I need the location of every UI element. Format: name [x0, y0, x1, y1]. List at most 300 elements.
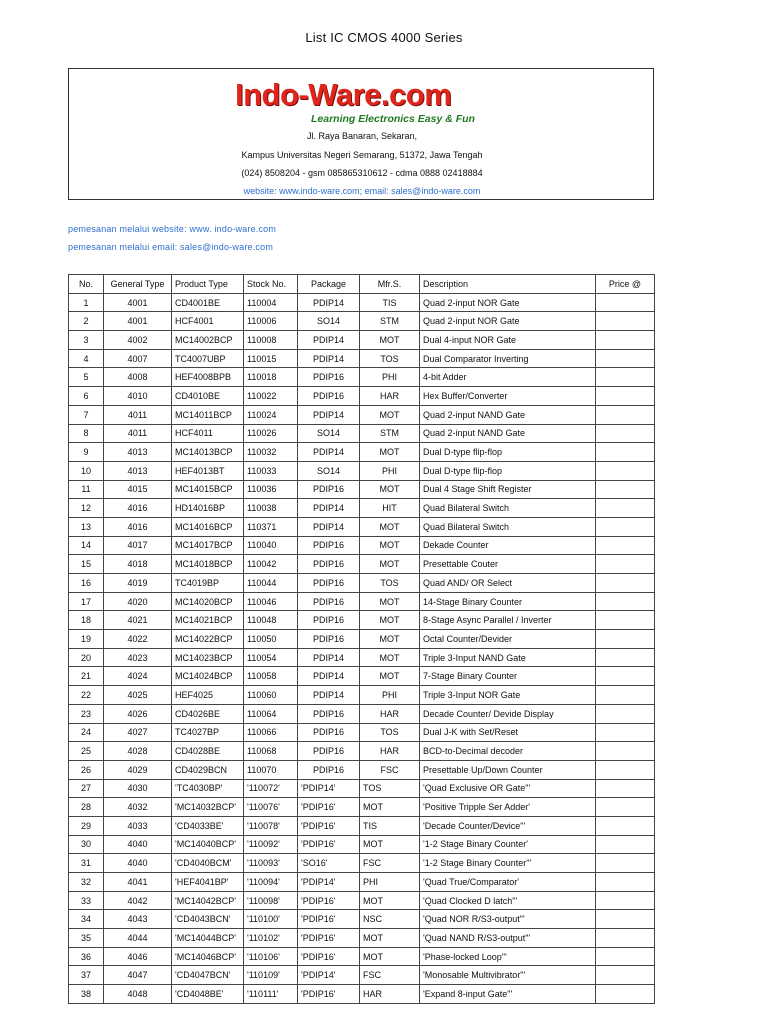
cell-mfr: MOT [360, 648, 420, 667]
cell-mfr: HIT [360, 499, 420, 518]
cell-general-type: 4008 [104, 368, 172, 387]
cell-description: Presettable Up/Down Counter [420, 760, 596, 779]
cell-stock-no: 110008 [244, 331, 298, 350]
table-row [69, 760, 655, 779]
cell-product-type: HEF4025 [172, 686, 244, 705]
cell-product-type: CD4026BE [172, 704, 244, 723]
cell-price [596, 985, 655, 1004]
cell-price [596, 966, 655, 985]
cell-general-type: 4007 [104, 349, 172, 368]
cell-package: 'SO16' [298, 854, 360, 873]
cell-general-type: 4023 [104, 648, 172, 667]
cell-price [596, 816, 655, 835]
col-header-mfr: Mfr.S. [360, 275, 420, 294]
cell-product-type: MC14024BCP [172, 667, 244, 686]
table-row [69, 854, 655, 873]
cell-description: 'Quad NOR R/S3-output"' [420, 910, 596, 929]
cell-product-type: MC14016BCP [172, 517, 244, 536]
cell-package: 'PDIP16' [298, 985, 360, 1004]
cell-package: PDIP16 [298, 368, 360, 387]
cell-stock-no: 110044 [244, 574, 298, 593]
table-row [69, 592, 655, 611]
brand-logo [235, 77, 495, 129]
address-phone: (024) 8508204 - gsm 085865310612 - cdma 0888 02418884 [241, 168, 483, 178]
cell-description: Quad Bilateral Switch [420, 517, 596, 536]
cell-no: 9 [69, 443, 104, 462]
table-row [69, 667, 655, 686]
cell-general-type: 4040 [104, 854, 172, 873]
cell-no: 15 [69, 555, 104, 574]
cell-no: 30 [69, 835, 104, 854]
cell-no: 20 [69, 648, 104, 667]
cell-general-type: 4041 [104, 873, 172, 892]
cell-general-type: 4001 [104, 312, 172, 331]
cell-price [596, 312, 655, 331]
cell-stock-no: '110111' [244, 985, 298, 1004]
cell-stock-no: 110066 [244, 723, 298, 742]
address-street: Jl. Raya Banaran, Sekaran, [306, 131, 418, 141]
cell-no: 17 [69, 592, 104, 611]
cell-general-type: 4033 [104, 816, 172, 835]
cell-package: PDIP16 [298, 611, 360, 630]
cell-general-type: 4013 [104, 443, 172, 462]
cell-no: 21 [69, 667, 104, 686]
cell-product-type: HEF4013BT [172, 461, 244, 480]
cell-price [596, 592, 655, 611]
cell-product-type: 'CD4048BE' [172, 985, 244, 1004]
cell-product-type: CD4028BE [172, 742, 244, 761]
cell-description: 'Decade Counter/Device"' [420, 816, 596, 835]
cell-stock-no: 110038 [244, 499, 298, 518]
cell-package: SO14 [298, 461, 360, 480]
table-row [69, 910, 655, 929]
cell-stock-no: '110094' [244, 873, 298, 892]
cell-package: 'PDIP14' [298, 779, 360, 798]
cell-mfr: MOT [360, 331, 420, 350]
cell-package: PDIP14 [298, 648, 360, 667]
cell-general-type: 4030 [104, 779, 172, 798]
cell-price [596, 536, 655, 555]
cell-mfr: MOT [360, 443, 420, 462]
cell-stock-no: 110371 [244, 517, 298, 536]
cell-mfr: MOT [360, 517, 420, 536]
cell-price [596, 648, 655, 667]
cell-package: PDIP16 [298, 742, 360, 761]
cell-description: Quad 2-input NOR Gate [420, 312, 596, 331]
cell-price [596, 910, 655, 929]
company-header [68, 68, 654, 200]
cell-no: 35 [69, 929, 104, 948]
cell-package: 'PDIP16' [298, 929, 360, 948]
cell-package: PDIP14 [298, 499, 360, 518]
cell-stock-no: '110102' [244, 929, 298, 948]
cell-mfr: MOT [360, 947, 420, 966]
cell-package: PDIP16 [298, 536, 360, 555]
cell-mfr: HAR [360, 985, 420, 1004]
cell-price [596, 574, 655, 593]
cell-general-type: 4015 [104, 480, 172, 499]
cell-product-type: MC14021BCP [172, 611, 244, 630]
cell-general-type: 4026 [104, 704, 172, 723]
table-row [69, 443, 655, 462]
cell-no: 24 [69, 723, 104, 742]
cell-mfr: NSC [360, 910, 420, 929]
cell-package: PDIP14 [298, 405, 360, 424]
cell-general-type: 4002 [104, 331, 172, 350]
cell-stock-no: '110092' [244, 835, 298, 854]
cell-description: Dual Comparator Inverting [420, 349, 596, 368]
cell-product-type: 'MC14046BCP' [172, 947, 244, 966]
table-row [69, 424, 655, 443]
order-via-email[interactable]: pemesanan melalui email: sales@indo-ware.com [68, 242, 274, 252]
cell-general-type: 4013 [104, 461, 172, 480]
cell-general-type: 4044 [104, 929, 172, 948]
cell-package: 'PDIP16' [298, 835, 360, 854]
cell-price [596, 742, 655, 761]
table-row [69, 387, 655, 406]
cell-stock-no: '110078' [244, 816, 298, 835]
cell-price [596, 517, 655, 536]
document-title: List IC CMOS 4000 Series [305, 30, 463, 45]
cell-product-type: MC14002BCP [172, 331, 244, 350]
cell-no: 38 [69, 985, 104, 1004]
cell-price [596, 891, 655, 910]
cell-description: 4-bit Adder [420, 368, 596, 387]
cell-package: PDIP14 [298, 349, 360, 368]
table-row [69, 293, 655, 312]
cell-no: 2 [69, 312, 104, 331]
cell-description: Triple 3-Input NOR Gate [420, 686, 596, 705]
cell-stock-no: 110054 [244, 648, 298, 667]
table-row [69, 723, 655, 742]
cell-no: 7 [69, 405, 104, 424]
cell-description: Quad 2-input NAND Gate [420, 424, 596, 443]
cell-mfr: STM [360, 424, 420, 443]
cell-no: 10 [69, 461, 104, 480]
table-row [69, 686, 655, 705]
cell-no: 18 [69, 611, 104, 630]
table-header-row [69, 275, 655, 294]
cell-stock-no: '110109' [244, 966, 298, 985]
table-row [69, 574, 655, 593]
cell-price [596, 461, 655, 480]
cell-mfr: MOT [360, 835, 420, 854]
cell-price [596, 704, 655, 723]
cell-description: Triple 3-Input NAND Gate [420, 648, 596, 667]
cell-package: PDIP16 [298, 723, 360, 742]
cell-mfr: HAR [360, 704, 420, 723]
cell-no: 19 [69, 630, 104, 649]
cell-stock-no: 110026 [244, 424, 298, 443]
cell-general-type: 4032 [104, 798, 172, 817]
table-row [69, 312, 655, 331]
cell-stock-no: 110058 [244, 667, 298, 686]
cell-price [596, 873, 655, 892]
cell-price [596, 760, 655, 779]
table-row [69, 480, 655, 499]
cell-mfr: TOS [360, 723, 420, 742]
cell-mfr: PHI [360, 461, 420, 480]
cell-no: 29 [69, 816, 104, 835]
cell-product-type: 'MC14042BCP' [172, 891, 244, 910]
cell-package: PDIP14 [298, 331, 360, 350]
cell-package: PDIP16 [298, 592, 360, 611]
table-row [69, 536, 655, 555]
col-header-package: Package [298, 275, 360, 294]
cell-mfr: HAR [360, 387, 420, 406]
cell-general-type: 4048 [104, 985, 172, 1004]
cell-mfr: MOT [360, 405, 420, 424]
col-header-description: Description [420, 275, 596, 294]
cell-product-type: MC14023BCP [172, 648, 244, 667]
cell-description: Dual J-K with Set/Reset [420, 723, 596, 742]
cell-no: 25 [69, 742, 104, 761]
cell-package: 'PDIP16' [298, 947, 360, 966]
cell-stock-no: 110050 [244, 630, 298, 649]
cell-package: 'PDIP16' [298, 798, 360, 817]
cell-description: Quad AND/ OR Select [420, 574, 596, 593]
cell-product-type: HCF4011 [172, 424, 244, 443]
cell-description: 'Phase-locked Loop"' [420, 947, 596, 966]
cell-price [596, 667, 655, 686]
cell-stock-no: 110006 [244, 312, 298, 331]
cell-description: Hex Buffer/Converter [420, 387, 596, 406]
col-header-stock-no: Stock No. [244, 275, 298, 294]
cell-price [596, 405, 655, 424]
cell-product-type: MC14015BCP [172, 480, 244, 499]
cell-mfr: MOT [360, 798, 420, 817]
cell-mfr: MOT [360, 929, 420, 948]
cell-price [596, 499, 655, 518]
cell-stock-no: '110106' [244, 947, 298, 966]
cell-product-type: MC14011BCP [172, 405, 244, 424]
cell-no: 31 [69, 854, 104, 873]
cell-general-type: 4022 [104, 630, 172, 649]
cell-mfr: TIS [360, 293, 420, 312]
cell-stock-no: 110004 [244, 293, 298, 312]
cell-price [596, 293, 655, 312]
cell-no: 23 [69, 704, 104, 723]
cell-product-type: 'TC4030BP' [172, 779, 244, 798]
cell-product-type: 'MC14032BCP' [172, 798, 244, 817]
cell-stock-no: 110018 [244, 368, 298, 387]
table-row [69, 405, 655, 424]
cell-general-type: 4027 [104, 723, 172, 742]
table-row [69, 630, 655, 649]
cell-general-type: 4028 [104, 742, 172, 761]
cell-general-type: 4018 [104, 555, 172, 574]
cell-no: 11 [69, 480, 104, 499]
cell-general-type: 4016 [104, 499, 172, 518]
logo-tagline: Learning Electronics Easy & Fun [311, 113, 475, 125]
cell-price [596, 424, 655, 443]
cell-mfr: PHI [360, 368, 420, 387]
table-row [69, 555, 655, 574]
cell-no: 5 [69, 368, 104, 387]
col-header-price: Price @ [596, 275, 655, 294]
order-via-website[interactable]: pemesanan melalui website: www. indo-ware.com [68, 224, 277, 234]
cell-mfr: PHI [360, 873, 420, 892]
cell-description: 'Monosable Multivibrator"' [420, 966, 596, 985]
cell-package: PDIP14 [298, 443, 360, 462]
cell-description: 'Quad Exclusive OR Gate"' [420, 779, 596, 798]
cell-product-type: 'CD4047BCN' [172, 966, 244, 985]
cell-description: '1-2 Stage Binary Counter"' [420, 854, 596, 873]
cell-package: PDIP14 [298, 667, 360, 686]
table-row [69, 798, 655, 817]
cell-description: Dual D-type flip-flop [420, 461, 596, 480]
table-row [69, 966, 655, 985]
cell-mfr: FSC [360, 854, 420, 873]
table-row [69, 648, 655, 667]
cell-package: 'PDIP14' [298, 966, 360, 985]
cell-description: Decade Counter/ Devide Display [420, 704, 596, 723]
table-row [69, 461, 655, 480]
cell-stock-no: '110098' [244, 891, 298, 910]
cell-description: 'Quad True/Comparator' [420, 873, 596, 892]
cell-package: PDIP16 [298, 630, 360, 649]
table-row [69, 929, 655, 948]
cell-general-type: 4020 [104, 592, 172, 611]
table-row [69, 331, 655, 350]
cell-package: PDIP16 [298, 387, 360, 406]
cell-price [596, 331, 655, 350]
cell-package: 'PDIP14' [298, 873, 360, 892]
cell-mfr: MOT [360, 891, 420, 910]
table-row [69, 947, 655, 966]
cell-package: SO14 [298, 312, 360, 331]
cell-general-type: 4025 [104, 686, 172, 705]
cell-no: 28 [69, 798, 104, 817]
cell-no: 8 [69, 424, 104, 443]
cell-no: 1 [69, 293, 104, 312]
table-row [69, 349, 655, 368]
cell-product-type: TC4007UBP [172, 349, 244, 368]
cell-stock-no: '110100' [244, 910, 298, 929]
cell-stock-no: 110024 [244, 405, 298, 424]
cell-general-type: 4010 [104, 387, 172, 406]
cell-product-type: 'CD4033BE' [172, 816, 244, 835]
cell-price [596, 611, 655, 630]
cell-description: 'Expand 8-input Gate"' [420, 985, 596, 1004]
cell-stock-no: 110046 [244, 592, 298, 611]
cell-general-type: 4046 [104, 947, 172, 966]
cell-package: 'PDIP16' [298, 910, 360, 929]
cell-stock-no: 110022 [244, 387, 298, 406]
cell-package: PDIP16 [298, 574, 360, 593]
cell-product-type: MC14017BCP [172, 536, 244, 555]
address-campus: Kampus Universitas Negeri Semarang, 51372, Jawa Tengah [241, 150, 483, 160]
cell-no: 4 [69, 349, 104, 368]
cell-description: Quad Bilateral Switch [420, 499, 596, 518]
cell-product-type: 'MC14040BCP' [172, 835, 244, 854]
cell-package: PDIP14 [298, 517, 360, 536]
cell-mfr: MOT [360, 536, 420, 555]
cell-stock-no: 110064 [244, 704, 298, 723]
cell-product-type: HCF4001 [172, 312, 244, 331]
cell-no: 13 [69, 517, 104, 536]
cell-package: PDIP16 [298, 555, 360, 574]
col-header-no: No. [69, 275, 104, 294]
cell-stock-no: '110093' [244, 854, 298, 873]
cell-no: 32 [69, 873, 104, 892]
cell-price [596, 480, 655, 499]
cell-description: Octal Counter/Devider [420, 630, 596, 649]
cell-description: Dual D-type flip-flop [420, 443, 596, 462]
cell-stock-no: 110048 [244, 611, 298, 630]
cell-stock-no: 110033 [244, 461, 298, 480]
cell-mfr: TOS [360, 574, 420, 593]
cell-package: PDIP14 [298, 686, 360, 705]
table-body [69, 293, 655, 1003]
cell-no: 33 [69, 891, 104, 910]
cell-description: 'Quad Clocked D latch"' [420, 891, 596, 910]
cell-mfr: FSC [360, 760, 420, 779]
cell-general-type: 4040 [104, 835, 172, 854]
cell-no: 16 [69, 574, 104, 593]
cell-price [596, 555, 655, 574]
cell-package: PDIP16 [298, 704, 360, 723]
logo-brand-name: Indo-Ware.com [235, 77, 452, 112]
cell-description: 'Quad NAND R/S3-output"' [420, 929, 596, 948]
cell-stock-no: 110036 [244, 480, 298, 499]
cell-description: 7-Stage Binary Counter [420, 667, 596, 686]
table-row [69, 368, 655, 387]
cell-general-type: 4029 [104, 760, 172, 779]
cell-product-type: MC14018BCP [172, 555, 244, 574]
cell-stock-no: 110015 [244, 349, 298, 368]
cell-price [596, 779, 655, 798]
cell-general-type: 4042 [104, 891, 172, 910]
cell-description: Quad 2-input NAND Gate [420, 405, 596, 424]
cell-mfr: MOT [360, 480, 420, 499]
cell-general-type: 4016 [104, 517, 172, 536]
cell-general-type: 4047 [104, 966, 172, 985]
table-row [69, 891, 655, 910]
cell-mfr: MOT [360, 667, 420, 686]
cell-no: 22 [69, 686, 104, 705]
cell-description: 'Positive Tripple Ser Adder' [420, 798, 596, 817]
cell-package: PDIP16 [298, 480, 360, 499]
cell-price [596, 368, 655, 387]
table-row [69, 779, 655, 798]
cell-stock-no: '110072' [244, 779, 298, 798]
address-web-email[interactable]: website: www.indo-ware.com; email: sales@indo-ware.com [243, 186, 481, 196]
cell-price [596, 443, 655, 462]
cell-stock-no: 110070 [244, 760, 298, 779]
cell-package: 'PDIP16' [298, 891, 360, 910]
cell-no: 26 [69, 760, 104, 779]
cell-price [596, 947, 655, 966]
cell-general-type: 4024 [104, 667, 172, 686]
cell-mfr: TOS [360, 349, 420, 368]
cell-description: 8-Stage Async Parallel / Inverter [420, 611, 596, 630]
cell-stock-no: '110076' [244, 798, 298, 817]
cell-description: Dual 4 Stage Shift Register [420, 480, 596, 499]
cell-price [596, 387, 655, 406]
cell-price [596, 929, 655, 948]
cell-package: 'PDIP16' [298, 816, 360, 835]
cell-description: Presettable Couter [420, 555, 596, 574]
cell-price [596, 723, 655, 742]
cell-mfr: FSC [360, 966, 420, 985]
cell-package: PDIP14 [298, 293, 360, 312]
cell-description: 14-Stage Binary Counter [420, 592, 596, 611]
table-row [69, 742, 655, 761]
cell-mfr: TOS [360, 779, 420, 798]
parts-table [68, 274, 655, 1004]
table-row [69, 517, 655, 536]
